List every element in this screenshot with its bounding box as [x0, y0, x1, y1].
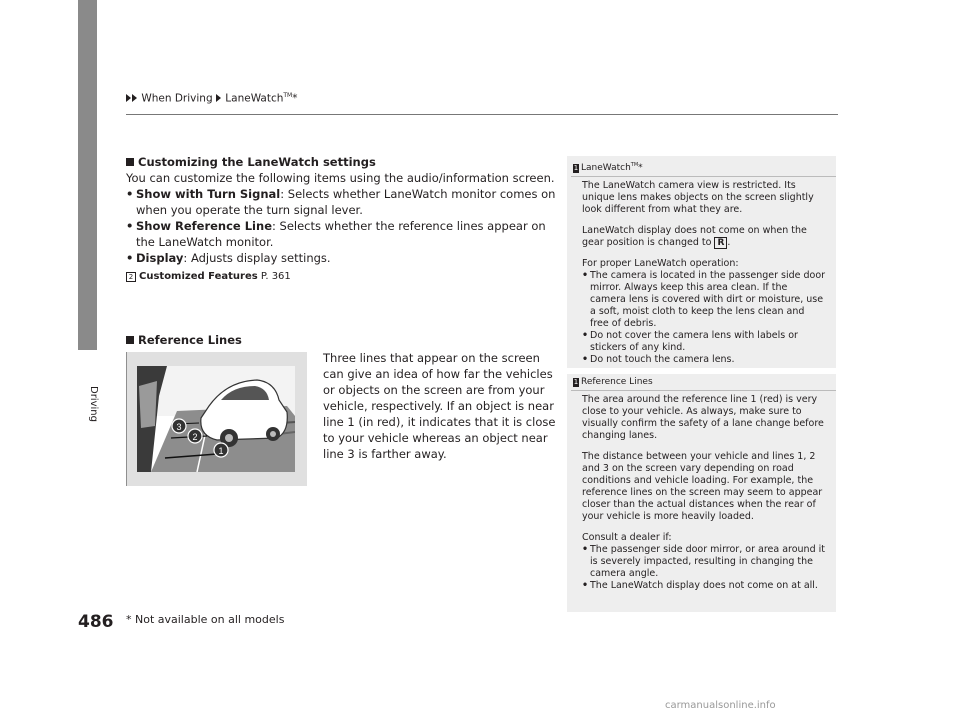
list-item: • Show with Turn Signal: Selects whether LaneWatch monitor comes on when you operate the turn signal lever. — [126, 186, 566, 218]
panel-heading: 1 LaneWatch™* — [571, 159, 826, 174]
chapter-tab — [78, 0, 97, 350]
reference-line-3-label: 3 — [176, 422, 182, 432]
list-item: • The passenger side door mirror, or area around it is severely impacted, resulting in changing the camera angle. — [582, 544, 826, 580]
list-item: • The camera is located in the passenger side door mirror. Always keep this area clean. If the camera lens is covered with dirt or moisture, use a soft, moist cloth to keep the lens clean and free of debris. — [582, 270, 826, 330]
intro-text: You can customize the following items using the audio/information screen. — [126, 171, 555, 185]
reference-lines-notes-panel — [567, 374, 836, 612]
panel-paragraph: Consult a dealer if: — [582, 532, 672, 543]
lanewatch-notes-panel — [567, 156, 836, 368]
list-item: • Display: Adjusts display settings. — [126, 250, 566, 266]
chapter-label: Driving — [88, 386, 99, 422]
page-number: 486 — [78, 612, 114, 632]
trademark-mark: TM — [283, 92, 293, 99]
list-item: • Do not touch the camera lens. — [582, 354, 826, 366]
section-heading: Reference Lines — [126, 333, 242, 347]
customizing-section — [126, 154, 566, 285]
list-item: • Show Reference Line: Selects whether the reference lines appear on the LaneWatch monitor. — [126, 218, 566, 250]
gear-r-icon: R — [714, 237, 727, 249]
square-bullet-icon — [126, 336, 134, 344]
panel-paragraph: The LaneWatch camera view is restricted. Its unique lens makes objects on the screen slightly look different from what they are. — [582, 180, 814, 215]
panel-paragraph: The distance between your vehicle and lines 1, 2 and 3 on the screen vary depending on road conditions and vehicle loading. For example, the reference lines on the screen may seem to appear closer than the actual distances when the rear of your vehicle is more heavily loaded. — [582, 451, 823, 522]
header-rule — [126, 114, 838, 115]
reference-paragraph: Three lines that appear on the screen can give an idea of how far the vehicles or objects on the screen are from your vehicle, respectively. If an object is near line 1 (in red), it indicates that it is close to your vehicle whereas an object near line 3 is farther away. — [323, 351, 556, 461]
breadcrumb-arrow-icon — [132, 94, 137, 102]
list-item: • Do not cover the camera lens with labels or stickers of any kind. — [582, 330, 826, 354]
panel-paragraph: The area around the reference line 1 (red) is very close to your vehicle. As always, make sure to visually confirm the safety of a lane change before changing lanes. — [582, 394, 824, 441]
reference-line-2-label: 2 — [192, 432, 198, 442]
breadcrumb-parent[interactable]: When Driving — [141, 92, 213, 105]
breadcrumb-arrow-icon — [126, 94, 131, 102]
cross-reference-link[interactable]: 2 Customized Features P. 361 — [126, 269, 566, 285]
section-heading: Customizing the LaneWatch settings — [126, 154, 566, 170]
panel-paragraph: For proper LaneWatch operation: — [582, 258, 739, 269]
footnote: * Not available on all models — [126, 613, 285, 626]
reference-line-1-label: 1 — [218, 446, 224, 456]
asterisk: * — [292, 92, 298, 105]
reference-arrow-icon: 2 — [126, 272, 136, 282]
breadcrumb-arrow-icon — [216, 94, 221, 102]
note-marker-icon: 1 — [573, 378, 579, 386]
list-item: • The LaneWatch display does not come on at all. — [582, 580, 826, 592]
breadcrumb — [126, 92, 297, 105]
panel-heading: 1 Reference Lines — [571, 376, 826, 388]
panel-paragraph: LaneWatch display does not come on when the gear position is changed to R . — [582, 225, 807, 248]
lanewatch-camera-illustration — [126, 352, 307, 486]
breadcrumb-current[interactable]: LaneWatch — [225, 92, 284, 105]
note-marker-icon: 1 — [573, 164, 579, 172]
square-bullet-icon — [126, 158, 134, 166]
watermark: carmanualsonline.info — [665, 700, 776, 711]
